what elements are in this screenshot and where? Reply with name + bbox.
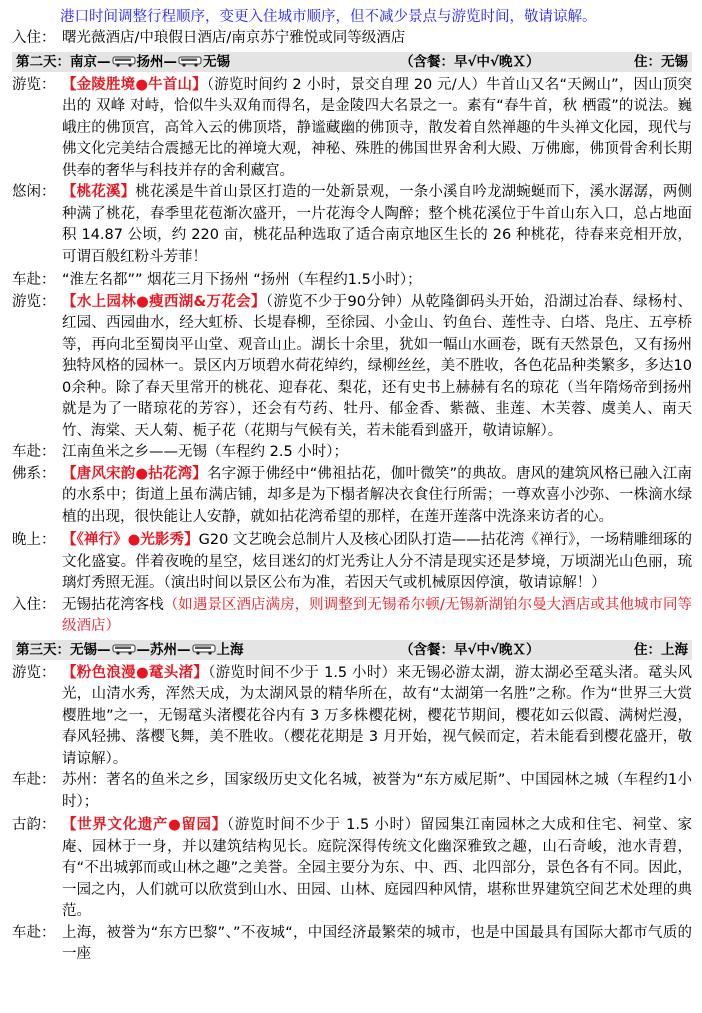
item-label: 古韵： (12, 817, 56, 833)
day2-day-label: 第二天： (16, 53, 70, 70)
bus-icon (178, 56, 202, 67)
item-body (62, 292, 692, 443)
day2-route-to: 无锡 (203, 53, 230, 70)
item-title: 【水上园林●瘦西湖&万花会】 (62, 293, 266, 310)
day3-meal-info: （含餐：早√中√晚Ｘ） (400, 641, 540, 658)
item-label: 车赴： (12, 924, 56, 941)
itinerary-notice: 港口时间调整行程顺序，变更入住城市顺序，但不减少景点与游览时间，敬请谅解。 (60, 9, 597, 25)
hotel-note: （如遇景区酒店满房，则调整到无锡希尔顿/无锡新湖铂尔曼大酒店或其他城市同等级酒店） (62, 596, 692, 634)
item-text: （游览不少于90分钟）从乾隆御码头开始，沿湖过冶春、绿杨村、红园、西园曲水，经大虹桥、长堤春柳，至徐园、小金山、钓鱼台、莲性寺、白塔、凫庄、五亭桥等，再向北至蜀岗平山堂、观音山止。湖长十余里，犹如一幅山水画卷，既有天然景色，又有扬州独特风格的园林一。景区内万顷碧水荷花绰约，绿柳丝丝，美不胜收，各色花品种类繁多，多达100余种。除了春天里常开的桃花、迎春花、梨花，还有史书上赫赫有名的琼花（当年隋炀帝到扬州就是为了一睹琼花的芳容），还会有芍药、牡丹、郁金香、紫薇、韭莲、木芙蓉、虞美人、南天竹、海棠、天人菊、栀子花（花期与气候有关，若未能看到盛开，敬请谅解）。 (62, 293, 692, 439)
bus-icon (192, 644, 216, 655)
item-text: 上海，被誉为“东方巴黎”、”不夜城“，中国经济最繁荣的城市，也是中国最具有国际大都市气质的一座 (62, 924, 692, 962)
item-text: （游览时间不少于 1.5 小时）留园集江南园林之大成和住宅、祠堂、家庵、园林于一身，并以建筑结构见长。庭院深得传统文化幽深雅致之趣，山石奇峻，池水青碧，有“不出城郭而或山林之趣”之美誉。全园主要分为东、中、西、北四部分，景色各有不同。因此，一园之内，人们就可以欣赏到山水、田园、山林、庭园四种风情，堪称世界建筑空间艺术处理的典范。 (62, 817, 693, 919)
item-body (62, 75, 692, 183)
item-text: G20 文艺晚会总制片人及核心团队打造——拈花湾《禅行》，一场精雕细琢的文化盛宴。伴着夜晚的星空，炫目迷幻的灯光秀让人分不清是现实还是梦境，万顷湖光山色丽，琉璃灯秀照无涯。（演出时间以景区公布为准，若因天气或机械原因停演，敬请谅解！） (62, 532, 693, 591)
item-text: 名字源于佛经中“佛祖拈花，伽叶微笑”的典故。唐风的建筑风格已融入江南的水系中；街道上虽布满店铺，却多是为下榻者解决衣食住行所需；一尊欢喜小沙弥、一株滴水绿植的出现，很快能让人安静，就如拈花湾希望的那样，在莲开莲落中洗涤来访者的心。 (62, 465, 692, 525)
day3-route (16, 640, 400, 660)
item-label: 游览： (12, 664, 56, 681)
item-title: 【唐风宋韵●拈花湾】 (62, 465, 207, 482)
item-title: 【世界文化遗产●留园】 (62, 817, 227, 833)
hotel-row-day1 (12, 28, 692, 50)
hotel-text (62, 595, 692, 638)
itinerary-item (12, 464, 692, 529)
itinerary-item (12, 442, 692, 464)
item-label: 车赴： (12, 772, 56, 788)
item-text: “淮左名都”” 烟花三月下扬州 “扬州（车程约1.5小时）； (62, 272, 422, 288)
itinerary-item (12, 182, 692, 268)
item-label: 游览： (12, 76, 56, 93)
item-text: 桃花溪是牛首山景区打造的一处新景观，一条小溪自吟龙湖蜿蜒而下，溪水潺潺，两侧种满了桃花，春季里花苞渐次盛开，一片花海令人陶醉；整个桃花溪位于牛首山东入口，总占地面积 14.87 公顷，约 220 亩，桃花品种选取了适合南京地区生长的 26 种桃花，待春来竞相开放，可谓百般红粉斗芳菲！ (62, 184, 693, 265)
day2-route-from: 南京— (70, 53, 111, 70)
hotel-name: 无锡拈花湾客栈 (62, 596, 164, 613)
item-label: 佛系： (12, 465, 56, 482)
hotel-row-day2 (12, 595, 692, 638)
hotel-label: 入住： (12, 596, 56, 613)
day3-route-to: 上海 (216, 641, 244, 658)
item-label: 游览： (12, 293, 56, 310)
item-label: 车赴： (12, 272, 56, 288)
hotel-text: 曙光薇酒店/中琅假日酒店/南京苏宁雅悦或同等级酒店 (62, 30, 406, 46)
day2-stay-info: 住：无锡 (634, 53, 688, 70)
item-text: 苏州：著名的鱼米之乡，国家级历史文化名城，被誉为“东方威尼斯”、中国园林之城（车程约1小时）； (62, 772, 692, 810)
item-label: 悠闲： (12, 184, 56, 200)
itinerary-item (12, 663, 692, 771)
item-title: 【《禅行》●光影秀】 (62, 532, 199, 548)
day3-route-mid: —苏州— (136, 641, 191, 658)
itinerary-item (12, 770, 692, 813)
item-title: 【粉色浪漫●鼋头渚】 (62, 664, 209, 681)
day2-meal-info: （含餐：早√中√晚Ｘ） (400, 53, 540, 70)
item-body (62, 530, 692, 595)
itinerary-page (12, 6, 692, 966)
itinerary-item (12, 815, 692, 923)
day2-header (12, 52, 692, 72)
item-text: 江南鱼米之乡——无锡（车程约 2.5 小时）； (62, 444, 349, 460)
hotel-label: 入住： (12, 30, 56, 46)
item-title: 【桃花溪】 (62, 184, 136, 200)
bus-icon (112, 56, 136, 67)
bus-icon (112, 644, 136, 655)
item-label: 车赴： (12, 444, 56, 460)
item-label: 晚上： (12, 532, 56, 548)
itinerary-item (12, 75, 692, 183)
day3-stay-info: 住：上海 (634, 641, 688, 658)
item-body (62, 182, 692, 268)
item-text: （游览时间不少于 1.5 小时）来无锡必游太湖，游太湖必至鼋头渚。鼋头风光，山清水秀，浑然天成，为太湖风景的精华所在，故有“太湖第一名胜”之称。作为“世界三大赏樱胜地”之一，无锡鼋头渚樱花谷内有 3 万多株樱花树，樱花节期间，樱花如云似霞、满树烂漫，春风轻拂、落樱飞舞，美不胜收。（樱花花期是 3 月开始，视气候而定，若未能看到樱花盛开，敬请谅解）。 (62, 664, 692, 767)
day2-route (16, 52, 400, 72)
itinerary-item (12, 923, 692, 966)
day2-route-mid: 扬州— (136, 53, 177, 70)
itinerary-item (12, 530, 692, 595)
day3-header (12, 640, 692, 660)
itinerary-item (12, 270, 692, 292)
itinerary-item (12, 292, 692, 443)
day3-day-label: 第三天： (16, 641, 70, 658)
day3-route-from: 无锡— (70, 641, 111, 658)
item-title: 【金陵胜境●牛首山】 (62, 76, 207, 93)
item-text: （游览时间约 2 小时，景交自理 20 元/人）牛首山又名“天阙山”，因山顶突出的 双峰 对峙，恰似牛头双角而得名，是金陵四大名景之一。素有“春牛首，秋 栖霞”的说法。巍峨庄的佛顶宫，高耸入云的佛顶塔，静谧藏幽的佛顶寺，散发着自然禅趣的牛头禅文化园，现代与佛文化完美结合震撼无比的禅境大观，神秘、殊胜的佛国世界舍利大殿、万佛廊，佛顶骨舍利长期供奉的奢华与科技并存的舍利藏宫。 (62, 76, 692, 179)
item-body (62, 663, 692, 771)
item-body (62, 464, 692, 529)
item-body (62, 815, 692, 923)
